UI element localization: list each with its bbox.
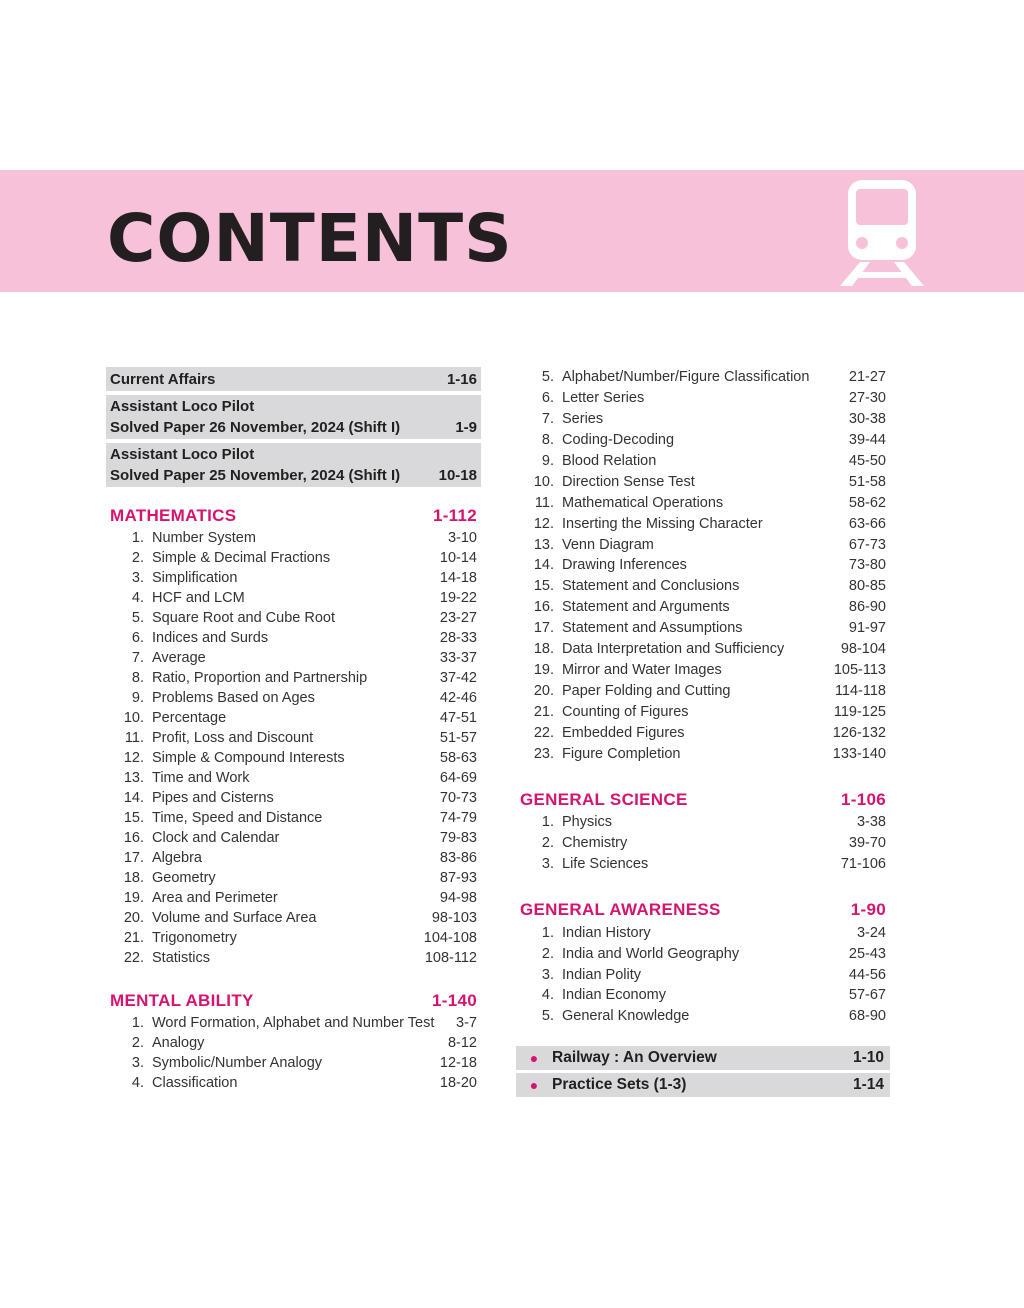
item-title: Data Interpretation and Sufficiency xyxy=(562,641,785,658)
toc-item[interactable] xyxy=(106,728,481,748)
toc-item[interactable] xyxy=(516,409,890,430)
item-title: Square Root and Cube Root xyxy=(152,610,335,626)
item-pages: 10-14 xyxy=(439,550,477,566)
item-pages: 3-7 xyxy=(456,1015,477,1031)
toc-item[interactable] xyxy=(106,688,481,708)
item-pages: 14-18 xyxy=(439,570,477,586)
item-pages: 51-57 xyxy=(439,730,477,746)
toc-item[interactable] xyxy=(516,680,890,701)
section-title: MATHEMATICS xyxy=(110,506,237,525)
toc-item[interactable] xyxy=(106,868,481,888)
section-pages: 1-140 xyxy=(432,991,477,1010)
item-pages: 21-27 xyxy=(848,369,886,386)
item-number: 21. xyxy=(533,703,554,720)
toc-item[interactable] xyxy=(516,853,890,874)
solved-paper-entry[interactable] xyxy=(106,395,481,439)
item-pages: 25-43 xyxy=(848,945,886,962)
item-pages: 47-51 xyxy=(439,710,477,726)
entry-label: Solved Paper 26 November, 2024 (Shift I) xyxy=(110,419,401,436)
item-number: 17. xyxy=(533,620,554,637)
item-title: Statistics xyxy=(152,950,211,966)
entry-pages: 1-10 xyxy=(852,1048,884,1066)
item-number: 2. xyxy=(541,834,554,851)
toc-list xyxy=(516,922,890,1026)
toc-item[interactable] xyxy=(516,659,890,680)
item-number: 11. xyxy=(534,494,554,511)
toc-item[interactable] xyxy=(516,597,890,618)
toc-item[interactable] xyxy=(516,430,890,451)
item-pages: 39-70 xyxy=(848,834,886,851)
item-pages: 91-97 xyxy=(848,620,886,637)
item-pages: 68-90 xyxy=(848,1008,886,1025)
item-title: Geometry xyxy=(152,870,216,886)
item-number: 1. xyxy=(541,924,554,941)
item-title: Direction Sense Test xyxy=(562,473,695,490)
item-number: 2. xyxy=(131,550,144,566)
item-pages: 37-42 xyxy=(439,670,477,686)
toc-item[interactable] xyxy=(516,743,890,766)
left-column xyxy=(106,367,481,1093)
item-title: Symbolic/Number Analogy xyxy=(152,1055,323,1071)
item-title: Indian Economy xyxy=(562,987,666,1004)
toc-item[interactable] xyxy=(106,568,481,588)
toc-item[interactable] xyxy=(516,833,890,854)
toc-item[interactable] xyxy=(516,985,890,1006)
item-number: 3. xyxy=(541,966,554,983)
toc-item[interactable] xyxy=(106,748,481,768)
item-pages: 119-125 xyxy=(833,703,886,720)
toc-item[interactable] xyxy=(106,588,481,608)
item-number: 1. xyxy=(131,530,144,546)
toc-item[interactable] xyxy=(106,828,481,848)
toc-item[interactable] xyxy=(106,908,481,928)
item-number: 9. xyxy=(131,690,144,706)
item-pages: 63-66 xyxy=(848,515,886,532)
item-title: Classification xyxy=(152,1075,238,1091)
item-pages: 30-38 xyxy=(848,411,886,428)
item-number: 6. xyxy=(541,390,554,407)
toc-item[interactable] xyxy=(516,513,890,534)
toc-item[interactable] xyxy=(106,1073,481,1093)
item-number: 23. xyxy=(533,746,554,763)
section-pages: 1-90 xyxy=(850,900,886,920)
item-title: Inserting the Missing Character xyxy=(562,515,763,532)
item-title: Simple & Decimal Fractions xyxy=(152,550,331,566)
toc-item[interactable] xyxy=(516,618,890,639)
item-pages: 73-80 xyxy=(848,557,886,574)
item-number: 8. xyxy=(131,670,144,686)
item-pages: 57-67 xyxy=(848,987,886,1004)
item-number: 19. xyxy=(533,661,554,678)
entry-pages: 10-18 xyxy=(438,467,477,484)
item-title: Blood Relation xyxy=(562,453,657,469)
toc-item[interactable] xyxy=(106,1053,481,1073)
section-pages: 1-112 xyxy=(432,506,477,525)
item-pages: 18-20 xyxy=(439,1075,477,1091)
item-pages: 3-38 xyxy=(856,814,886,831)
item-number: 12. xyxy=(533,515,554,532)
item-pages: 45-50 xyxy=(848,453,886,469)
toc-item[interactable] xyxy=(106,628,481,648)
item-number: 16. xyxy=(123,830,144,846)
toc-item[interactable] xyxy=(106,788,481,808)
toc-item[interactable] xyxy=(106,608,481,628)
item-title: Coding-Decoding xyxy=(562,432,675,449)
entry-label: Railway : An Overview xyxy=(552,1048,717,1066)
item-pages: 98-104 xyxy=(840,641,886,658)
item-number: 4. xyxy=(131,1075,144,1091)
item-title: Trigonometry xyxy=(152,930,237,946)
item-title: Mathematical Operations xyxy=(562,494,724,511)
item-number: 1. xyxy=(541,814,554,831)
item-pages: 133-140 xyxy=(832,746,886,763)
item-title: HCF and LCM xyxy=(152,590,245,606)
toc-item[interactable] xyxy=(516,388,890,409)
toc-item[interactable] xyxy=(516,534,890,555)
item-title: Percentage xyxy=(152,710,227,726)
item-title: Series xyxy=(562,411,604,428)
item-number: 17. xyxy=(123,850,144,866)
toc-item[interactable] xyxy=(106,928,481,948)
toc-list xyxy=(106,528,481,968)
item-title: General Knowledge xyxy=(562,1008,690,1025)
item-number: 14. xyxy=(123,790,144,806)
item-title: Time, Speed and Distance xyxy=(152,810,323,826)
item-pages: 74-79 xyxy=(439,810,477,826)
toc-item[interactable] xyxy=(516,943,890,964)
entry-label: Solved Paper 25 November, 2024 (Shift I) xyxy=(110,467,401,484)
toc-item[interactable] xyxy=(516,451,890,472)
item-number: 1. xyxy=(131,1015,144,1031)
item-pages: 12-18 xyxy=(439,1055,477,1071)
item-title: Problems Based on Ages xyxy=(152,690,315,706)
page-title: CONTENTS xyxy=(107,200,513,277)
item-pages: 27-30 xyxy=(848,390,886,407)
toc-item[interactable] xyxy=(106,768,481,788)
toc-item[interactable] xyxy=(516,812,890,833)
item-number: 5. xyxy=(541,1008,554,1025)
item-pages: 33-37 xyxy=(439,650,477,666)
extras-list xyxy=(516,1046,890,1097)
item-number: 9. xyxy=(541,453,554,469)
item-pages: 19-22 xyxy=(439,590,477,606)
item-title: Venn Diagram xyxy=(562,536,654,553)
current-affairs-entry[interactable] xyxy=(106,367,481,391)
item-number: 10. xyxy=(123,710,144,726)
section-title: GENERAL AWARENESS xyxy=(520,900,721,920)
toc-item[interactable] xyxy=(106,848,481,868)
item-title: Profit, Loss and Discount xyxy=(152,730,314,746)
item-title: Embedded Figures xyxy=(562,724,685,741)
practice-sets-entry[interactable] xyxy=(516,1073,890,1097)
item-title: Area and Perimeter xyxy=(152,890,278,906)
item-title: Simple & Compound Interests xyxy=(152,750,345,766)
item-title: Pipes and Cisterns xyxy=(152,790,274,806)
item-number: 4. xyxy=(131,590,144,606)
toc-item[interactable] xyxy=(516,576,890,597)
item-title: Paper Folding and Cutting xyxy=(562,682,731,699)
item-pages: 58-63 xyxy=(439,750,477,766)
toc-item[interactable] xyxy=(106,648,481,668)
toc-item[interactable] xyxy=(516,492,890,513)
item-title: Physics xyxy=(562,814,612,831)
toc-item[interactable] xyxy=(516,722,890,743)
item-pages: 51-58 xyxy=(848,473,886,490)
section-title: GENERAL SCIENCE xyxy=(520,789,688,809)
item-pages: 86-90 xyxy=(848,599,886,616)
train-icon xyxy=(838,176,926,288)
mathematics-section xyxy=(106,504,481,968)
item-title: Life Sciences xyxy=(562,855,649,872)
item-number: 20. xyxy=(123,910,144,926)
item-pages: 98-103 xyxy=(431,910,477,926)
entry-label: Assistant Loco Pilot xyxy=(110,446,255,463)
item-number: 22. xyxy=(533,724,554,741)
item-title: Simplification xyxy=(152,570,238,586)
item-pages: 23-27 xyxy=(439,610,477,626)
entry-pages: 1-16 xyxy=(446,370,477,388)
item-number: 3. xyxy=(131,1055,144,1071)
section-heading[interactable] xyxy=(106,989,481,1013)
toc-item[interactable] xyxy=(106,888,481,908)
item-pages: 3-10 xyxy=(447,530,477,546)
item-title: Number System xyxy=(152,530,256,546)
section-pages: 1-106 xyxy=(841,789,886,809)
item-title: Indices and Surds xyxy=(152,630,269,646)
item-pages: 44-56 xyxy=(848,966,886,983)
item-title: Ratio, Proportion and Partnership xyxy=(152,670,368,686)
mental-ability-section xyxy=(106,989,481,1093)
bullet-icon: ● xyxy=(529,1049,539,1066)
toc-item[interactable] xyxy=(516,922,890,943)
item-number: 11. xyxy=(124,730,144,746)
item-title: Statement and Conclusions xyxy=(562,578,740,595)
entry-pages: 1-9 xyxy=(455,419,477,436)
item-title: Mirror and Water Images xyxy=(562,661,722,678)
item-number: 7. xyxy=(541,411,554,428)
toc-item[interactable] xyxy=(516,639,890,660)
toc-item[interactable] xyxy=(106,548,481,568)
item-title: Analogy xyxy=(152,1035,205,1051)
section-title: MENTAL ABILITY xyxy=(110,991,254,1010)
item-pages: 83-86 xyxy=(439,850,477,866)
item-number: 16. xyxy=(533,599,554,616)
section-heading[interactable] xyxy=(516,788,890,812)
railway-overview-entry[interactable] xyxy=(516,1046,890,1070)
toc-item[interactable] xyxy=(516,964,890,985)
solved-paper-entry[interactable] xyxy=(106,443,481,487)
item-pages: 126-132 xyxy=(832,724,886,741)
item-title: Clock and Calendar xyxy=(152,830,280,846)
toc-item[interactable] xyxy=(106,528,481,548)
general-science-section xyxy=(516,788,890,875)
section-heading[interactable] xyxy=(106,504,481,528)
item-pages: 70-73 xyxy=(439,790,477,806)
item-title: Figure Completion xyxy=(562,746,681,763)
item-pages: 104-108 xyxy=(423,930,477,946)
item-title: Indian Polity xyxy=(562,966,641,983)
item-pages: 39-44 xyxy=(848,432,886,449)
item-pages: 114-118 xyxy=(834,682,886,699)
toc-item[interactable] xyxy=(106,808,481,828)
item-number: 5. xyxy=(131,610,144,626)
item-number: 5. xyxy=(541,369,554,386)
item-pages: 105-113 xyxy=(833,661,886,678)
item-pages: 58-62 xyxy=(848,494,886,511)
entry-label: Practice Sets (1-3) xyxy=(552,1075,687,1093)
item-number: 18. xyxy=(123,870,144,886)
item-title: Algebra xyxy=(152,850,202,866)
toc-item[interactable] xyxy=(516,471,890,492)
item-pages: 80-85 xyxy=(848,578,886,595)
item-title: Statement and Arguments xyxy=(562,599,730,616)
item-pages: 64-69 xyxy=(439,770,477,786)
item-number: 14. xyxy=(533,557,554,574)
item-pages: 108-112 xyxy=(424,950,477,966)
toc-list xyxy=(106,1013,481,1093)
item-title: Chemistry xyxy=(562,834,628,851)
item-pages: 67-73 xyxy=(848,536,886,553)
item-number: 21. xyxy=(123,930,144,946)
item-number: 2. xyxy=(541,945,554,962)
entry-pages: 1-14 xyxy=(852,1075,884,1093)
item-number: 3. xyxy=(131,570,144,586)
item-number: 8. xyxy=(541,432,554,449)
item-title: Word Formation, Alphabet and Number Test xyxy=(152,1015,435,1031)
entry-label: Current Affairs xyxy=(110,370,216,388)
toc-item[interactable] xyxy=(516,367,890,388)
item-pages: 28-33 xyxy=(439,630,477,646)
item-number: 18. xyxy=(533,641,554,658)
item-number: 2. xyxy=(131,1035,144,1051)
toc-item[interactable] xyxy=(106,708,481,728)
item-title: Alphabet/Number/Figure Classification xyxy=(562,369,810,386)
item-pages: 94-98 xyxy=(439,890,477,906)
item-number: 13. xyxy=(533,536,554,553)
item-number: 3. xyxy=(541,855,554,872)
toc-item[interactable] xyxy=(516,701,890,722)
item-pages: 8-12 xyxy=(447,1035,477,1051)
item-title: Indian History xyxy=(562,924,651,941)
item-number: 12. xyxy=(123,750,144,766)
item-title: Drawing Inferences xyxy=(562,557,687,574)
item-number: 4. xyxy=(541,987,554,1004)
item-pages: 42-46 xyxy=(439,690,477,706)
toc-item[interactable] xyxy=(106,1013,481,1033)
item-number: 15. xyxy=(533,578,554,595)
item-number: 10. xyxy=(533,473,554,490)
toc-list xyxy=(516,367,890,766)
item-pages: 79-83 xyxy=(439,830,477,846)
right-column xyxy=(516,367,890,1100)
item-pages: 3-24 xyxy=(856,924,886,941)
section-heading[interactable] xyxy=(516,898,890,922)
item-title: Letter Series xyxy=(562,390,645,407)
item-number: 7. xyxy=(131,650,144,666)
toc-item[interactable] xyxy=(516,1006,890,1027)
general-awareness-section xyxy=(516,898,890,1026)
item-title: Statement and Assumptions xyxy=(562,620,743,637)
item-title: India and World Geography xyxy=(562,945,740,962)
item-title: Volume and Surface Area xyxy=(152,910,317,926)
entry-label: Assistant Loco Pilot xyxy=(110,398,255,415)
toc-item[interactable] xyxy=(516,555,890,576)
item-number: 6. xyxy=(131,630,144,646)
item-number: 22. xyxy=(123,950,144,966)
toc-item[interactable] xyxy=(106,948,481,968)
item-title: Time and Work xyxy=(152,770,250,786)
item-title: Counting of Figures xyxy=(562,703,689,720)
toc-item[interactable] xyxy=(106,668,481,688)
toc-list xyxy=(516,812,890,875)
item-pages: 87-93 xyxy=(439,870,477,886)
item-number: 13. xyxy=(123,770,144,786)
item-number: 19. xyxy=(123,890,144,906)
toc-item[interactable] xyxy=(106,1033,481,1053)
item-pages: 71-106 xyxy=(840,855,886,872)
item-title: Average xyxy=(152,650,206,666)
bullet-icon: ● xyxy=(529,1076,539,1093)
item-number: 15. xyxy=(123,810,144,826)
item-number: 20. xyxy=(533,682,554,699)
